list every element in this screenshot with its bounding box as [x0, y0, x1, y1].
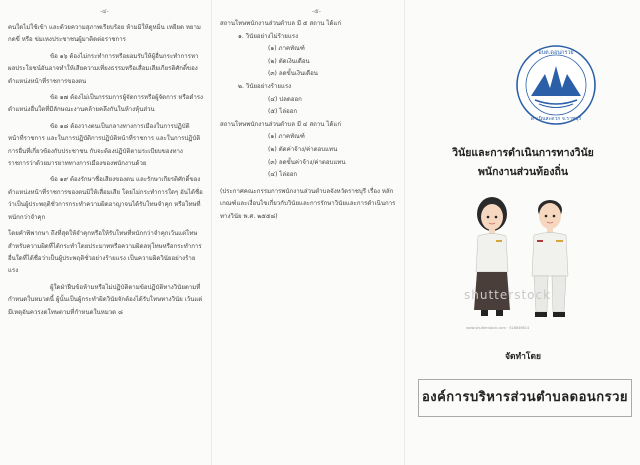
group-2-title: ๒. วินัยอย่างร้ายแรง	[238, 82, 292, 90]
paragraph-2: ข้อ ๑๖ ต้องไม่กระทำการหรือยอมรับให้ผู้อื่นกระทำการหาผลประโยชน์อันอาจทำให้เสียความเที่ยงธรรมหรือเสื่อมเสียเกียรติศักดิ์ของตำแหน่งหน้าที่ราชการของตน	[8, 52, 199, 85]
penalty-heading-1: สถานโทษพนักงานส่วนตำบล มี ๕ สถาน ได้แก่	[220, 20, 342, 27]
group-3-item: (๒) ตัดค่าจ้าง/ค่าตอบแทน	[268, 145, 338, 153]
group-2-item: (๕) ไล่ออก	[268, 108, 298, 116]
paragraph-3: ข้อ ๑๗ ต้องไม่เป็นกรรมการผู้จัดการหรือผู้จัดการ หรือดำรงตำแหน่งอื่นใดที่มีลักษณะงานคล้ายคลึงกันในห้างหุ้นส่วน	[8, 94, 204, 114]
group-1-item: (๓) ลดขั้นเงินเดือน	[268, 70, 318, 78]
left-panel	[0, 0, 210, 465]
paragraph-6: โดยคำพิพากษา ถึงที่สุดให้จำคุกหรือให้รับโทษที่หนักกว่าจำคุกเว้นแต่โทษสำหรับความผิดที่ได้กระทำโดยประมาทหรือความผิดลหุโทษหรือกระทำการอื่นใดที่ได้ชื่อว่าเป็นผู้ประพฤติชั่วอย่างร้ายแรง เป็นความผิดวินัยอย่างร้ายแรง	[8, 230, 202, 275]
group-1-item: (๑) ภาคทัณฑ์	[268, 45, 305, 53]
group-2-item: (๔) ปลดออก	[268, 95, 302, 103]
group-1-item: (๒) ตัดเงินเดือน	[268, 57, 310, 65]
watermark-text: shutterstock	[464, 288, 552, 302]
group-1-title: ๑. วินัยอย่างไม่ร้ายแรง	[238, 32, 299, 40]
fold-line-1	[211, 0, 212, 465]
middle-panel	[214, 0, 402, 465]
fold-line-2	[404, 0, 405, 465]
paragraph-4: ข้อ ๑๘ ต้องวางตนเป็นกลางทางการเมืองในการปฏิบัติหน้าที่ราชการ และในการปฏิบัติการปฏิบัติหน้าที่ราชการ และในการปฏิบัติการอื่นที่เกี่ยวข้องกับประชาชน กับจะต้องปฏิบัติตามระเบียบของทางราชการว่าด้วยมารยาททางการเมืองของพนักงานด้วย	[8, 122, 201, 168]
regulation-note: (ประกาศคณะกรรมการพนักงานส่วนตำบลจังหวัดราชบุรี เรื่อง หลักเกณฑ์และเงื่อนไขเกี่ยวกับวินัยและการรักษาวินัยและการดำเนินการทางวินัย พ.ศ. ๒๕๕๘)	[220, 187, 396, 220]
prepared-by-label: จัดทำโดย	[505, 352, 541, 362]
cover-title-line-2: พนักงานส่วนท้องถิ่น	[477, 166, 569, 178]
organization-seal-logo	[515, 44, 597, 126]
organization-name-box: องค์การบริหารส่วนตำบลดอนกรวย	[418, 379, 632, 417]
cover-title-line-1: วินัยและการดำเนินการทางวินัย	[452, 147, 594, 159]
paragraph-7: ผู้ใดฝ่าฝืนข้อห้ามหรือไม่ปฏิบัติตามข้อปฏิบัติทางวินัยตามที่กำหนดในหมวดนี้ ผู้นั้นเป็นผู้กระทำผิดวินัยจักต้องได้รับโทษทางวินัย เว้นแต่มีเหตุอันควรงดโทษตามที่กำหนดในหมวด ๘	[8, 283, 203, 316]
page-number-middle: -๕-	[312, 8, 321, 15]
image-credit: www.shutterstock.com · 528846614	[466, 326, 530, 330]
cover-panel	[406, 0, 640, 465]
left-panel-text	[8, 22, 204, 323]
penalty-heading-2: สถานโทษพนักงานส่วนตำบล มี ๔ สถาน ได้แก่	[220, 120, 342, 128]
group-3-item: (๓) ลดขั้นค่าจ้าง/ค่าตอบแทน	[268, 158, 346, 166]
penalty-list	[220, 18, 398, 224]
group-3-item: (๔) ไล่ออก	[268, 171, 298, 179]
page-number-left: -๔-	[100, 8, 109, 15]
group-3-item: (๑) ภาคทัณฑ์	[268, 133, 305, 141]
paragraph-1: คนใดไม่ใช้เข้า และด้วยความสุภาพเรียบร้อย ห้ามมิให้ดูหมิ่น เหยียด หยาม กดขี่ หรือ ข่มเหงประชาชนผู้มาติดต่อราชการ	[8, 24, 201, 44]
logo-text-top: อบต.ดอนกรวย	[538, 50, 574, 56]
logo-text-bottom: ดำเนินสะดวก จ.ราชบุรี	[530, 116, 582, 122]
paragraph-5: ข้อ ๑๙ ต้องรักษาชื่อเสียงของตน และรักษาเกียรติศักดิ์ของตำแหน่งหน้าที่ราชการของตนมิให้เสื่อมเสีย โดยไม่กระทำการใดๆ อันได้ชื่อว่าเป็นผู้ประพฤติชั่วการกระทำความผิดอาญาจนได้รับโทษจำคุก หรือโทษที่หนักกว่าจำคุก	[8, 176, 203, 221]
